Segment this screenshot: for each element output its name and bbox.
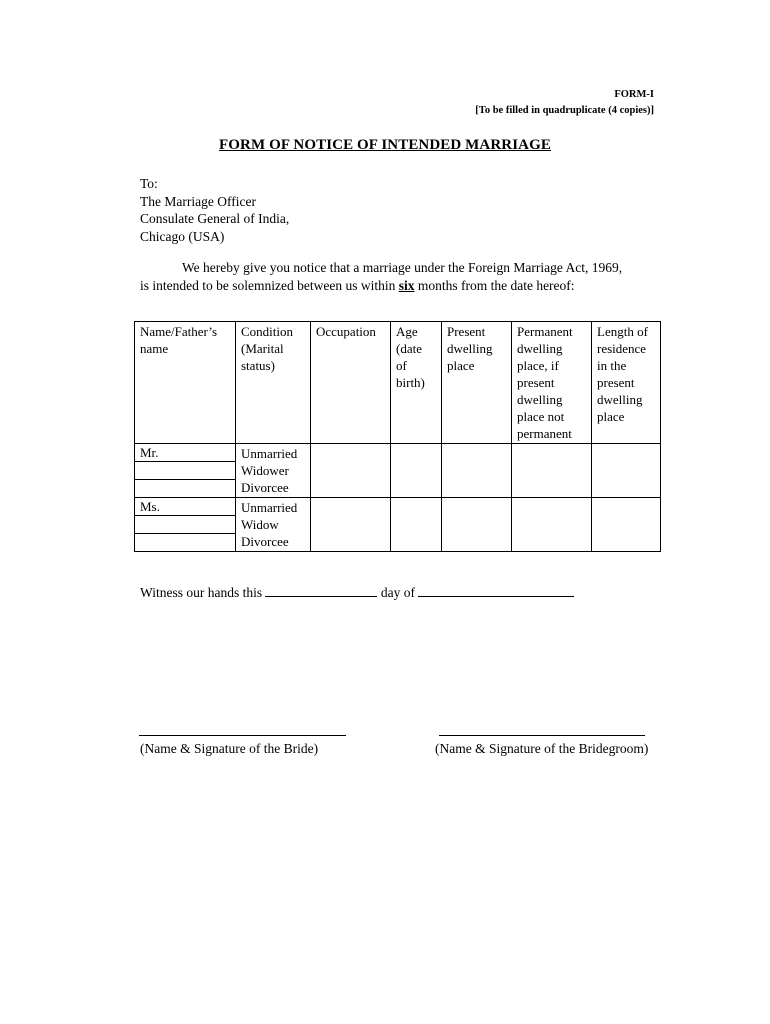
groom-condition-cell <box>236 444 311 498</box>
notice-line-2 <box>140 277 660 295</box>
groom-signature-label: (Name & Signature of the Bridegroom) <box>435 741 649 756</box>
marriage-details-table <box>134 321 661 552</box>
bride-condition-cell <box>236 498 311 552</box>
bride-condition-divorcee: Divorcee <box>241 534 289 549</box>
bride-signature-label: (Name & Signature of the Bride) <box>140 741 319 756</box>
address-to: To: <box>140 176 158 191</box>
address-block <box>140 175 289 245</box>
notice-six-months: six <box>398 277 415 293</box>
bride-present-dwelling-cell[interactable] <box>442 498 512 552</box>
witness-month-field[interactable] <box>418 585 574 597</box>
groom-age-cell[interactable] <box>391 444 442 498</box>
bride-length-cell[interactable] <box>592 498 661 552</box>
bride-name-field[interactable] <box>135 516 235 534</box>
groom-condition-unmarried: Unmarried <box>241 446 298 461</box>
groom-condition-widower: Widower <box>241 463 289 478</box>
form-instruction: [To be filled in quadruplicate (4 copies)] <box>475 105 654 116</box>
witness-text-mid: day of <box>380 585 415 600</box>
groom-father-field[interactable] <box>135 480 235 497</box>
groom-present-dwelling-cell[interactable] <box>442 444 512 498</box>
table-row-bride <box>135 498 661 552</box>
header-present-dwelling: Present dwelling place <box>442 322 512 444</box>
address-line-2: Consulate General of India, <box>140 211 290 226</box>
groom-length-cell[interactable] <box>592 444 661 498</box>
address-line-3: Chicago (USA) <box>140 228 225 244</box>
header-age: Age (date of birth) <box>391 322 442 444</box>
form-header <box>475 87 654 119</box>
bride-father-field[interactable] <box>135 534 235 551</box>
header-condition: Condition (Marital status) <box>236 322 311 444</box>
groom-name-cell[interactable] <box>135 444 236 498</box>
header-name: Name/Father’s name <box>135 322 236 444</box>
witness-day-field[interactable] <box>265 585 377 597</box>
notice-line-2-pre: is intended to be solemnized between us within <box>140 277 399 293</box>
form-id: FORM-I <box>614 89 654 100</box>
bride-signature-line[interactable] <box>139 735 346 736</box>
groom-condition-divorcee: Divorcee <box>241 480 289 495</box>
bride-age-cell[interactable] <box>391 498 442 552</box>
notice-paragraph <box>140 259 660 294</box>
header-occupation: Occupation <box>311 322 391 444</box>
address-line-1: The Marriage Officer <box>140 193 256 209</box>
bride-condition-widow: Widow <box>241 517 279 532</box>
groom-label: Mr. <box>135 444 235 462</box>
bride-occupation-cell[interactable] <box>311 498 391 552</box>
table-row-groom <box>135 444 661 498</box>
bride-permanent-dwelling-cell[interactable] <box>512 498 592 552</box>
witness-line <box>140 585 574 601</box>
header-permanent-dwelling: Permanent dwelling place, if present dwelling place not permanent <box>512 322 592 444</box>
groom-signature-line[interactable] <box>439 735 645 736</box>
groom-permanent-dwelling-cell[interactable] <box>512 444 592 498</box>
page-title: FORM OF NOTICE OF INTENDED MARRIAGE <box>219 137 551 153</box>
notice-line-1: We hereby give you notice that a marriage under the Foreign Marriage Act, 1969, <box>182 260 623 275</box>
notice-line-2-post: months from the date hereof: <box>414 277 575 293</box>
witness-text-pre: Witness our hands this <box>140 585 263 600</box>
table-header-row <box>135 322 661 444</box>
bride-label: Ms. <box>135 498 235 516</box>
groom-name-field[interactable] <box>135 462 235 480</box>
header-length-of-residence: Length of residence in the present dwelling place <box>592 322 661 444</box>
groom-occupation-cell[interactable] <box>311 444 391 498</box>
bride-condition-unmarried: Unmarried <box>241 500 298 515</box>
bride-name-cell[interactable] <box>135 498 236 552</box>
